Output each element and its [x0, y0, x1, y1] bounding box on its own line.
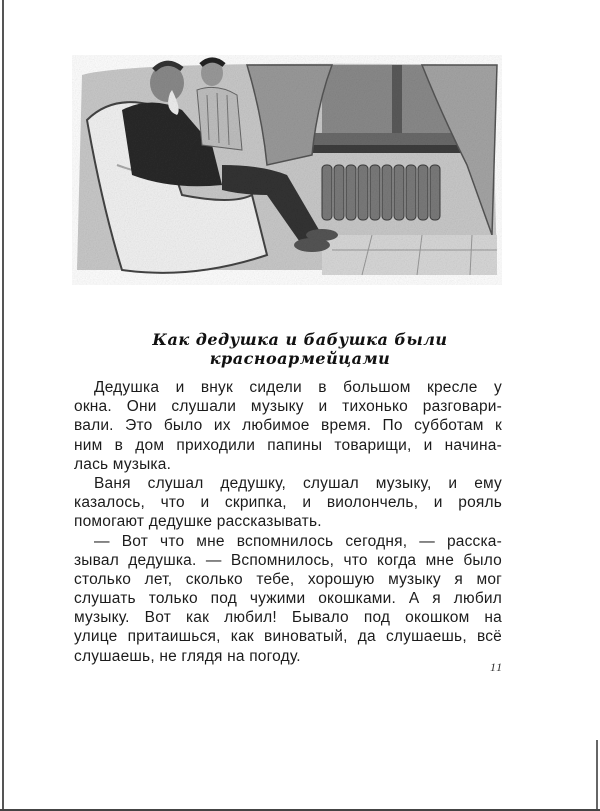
- text-line: казалось, что и скрипка, и виолончель, и рояль: [74, 494, 502, 512]
- text-line: — Вот что мне вспомнилось сегодня, — расска-: [94, 532, 502, 550]
- illustration-grandfather-and-grandson: [72, 55, 502, 285]
- text-line: Ваня слушал дедушку, слушал музыку, и ему: [94, 474, 502, 492]
- chapter-title-line-1: Как дедушка и бабушка были: [152, 330, 448, 349]
- text-line: ним в дом приходили папины товарищи, и начина-: [74, 436, 502, 454]
- page-edge-right: [596, 740, 598, 810]
- text-line: помогают дедушке рассказывать.: [74, 513, 322, 531]
- text-line: зывал дедушка. — Вспомнилось, что когда мне было: [74, 551, 502, 569]
- text-line: вали. Это было их любимое время. По субботам к: [74, 417, 502, 435]
- text-line: столько лет, сколько тебе, хорошую музыку я мог: [74, 570, 502, 588]
- body-text: [74, 378, 502, 666]
- text-line: музыку. Вот как любил! Бывало под окошком на: [74, 609, 502, 627]
- text-line: слушать только под чужими окошками. А я любил: [74, 590, 502, 608]
- text-line: лась музыка.: [74, 455, 172, 473]
- text-line: Дедушка и внук сидели в большом кресле у: [94, 379, 502, 396]
- page-number: 11: [490, 660, 504, 674]
- text-line: улице притаишься, как виноватый, да слушаешь, всё: [74, 628, 502, 646]
- page-edge-left: [2, 0, 4, 811]
- chapter-title: [0, 330, 600, 368]
- text-line: слушаешь, не глядя на погоду.: [74, 647, 301, 665]
- text-line: окна. Они слушали музыку и тихонько разговари-: [74, 398, 502, 416]
- chapter-title-line-2: красноармейцами: [209, 349, 391, 368]
